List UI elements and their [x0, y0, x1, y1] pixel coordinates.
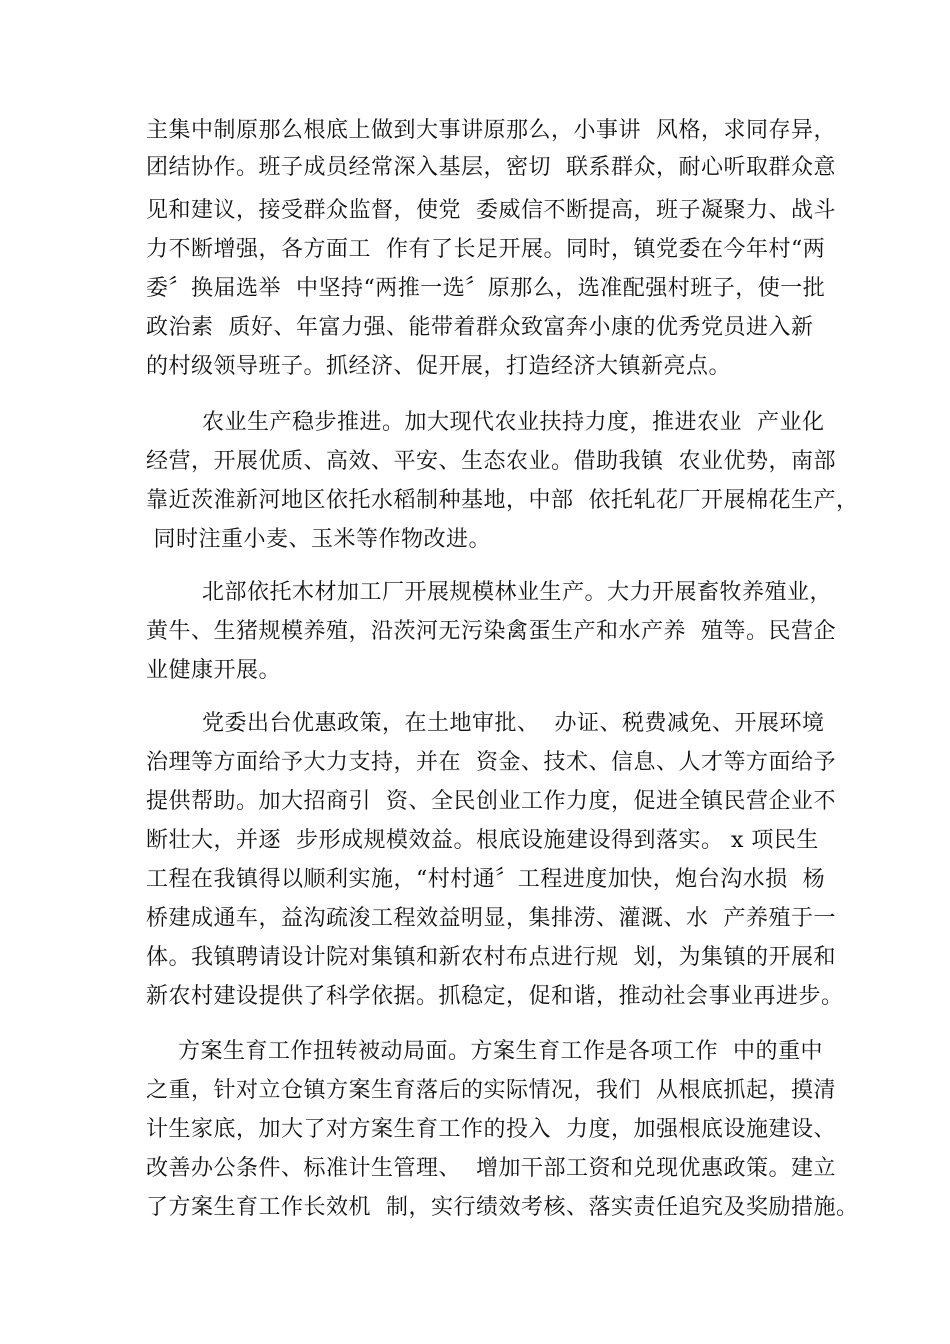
paragraph-5-line-3: 计生家底，加大了对方案生育工作的投入 力度，加强根底设施建设、: [146, 1117, 836, 1142]
paragraph-2-line-4: 同时注重小麦、玉米等作物改进。: [146, 527, 491, 552]
paragraph-4-line-2: 治理等方面给予大力支持，并在 资金、技术、信息、人才等方面给予: [146, 750, 836, 775]
paragraph-2-line-3: 靠近茨淮新河地区依托水稻制种基地，中部 依托轧花厂开展棉花生产，: [146, 488, 859, 513]
paragraph-3-line-2: 黄牛、生猪规模养殖，沿茨河无污染禽蛋生产和水产养 殖等。民营企: [146, 619, 836, 644]
paragraph-4-line-5: 工程在我镇得以顺利实施，“村村通〞工程进度加快，炮台沟水损 杨: [146, 867, 826, 892]
paragraph-1-line-4: 力不断增强，各方面工 作有了长足开展。同时，镇党委在今年村“两: [146, 237, 826, 262]
paragraph-1-line-2: 团结协作。班子成员经常深入基层，密切 联系群众，耐心听取群众意: [146, 155, 836, 180]
paragraph-5-line-4: 改善办公条件、标准计生管理、 增加干部工资和兑现优惠政策。建立: [146, 1156, 836, 1181]
paragraph-1-line-3: 见和建议，接受群众监督，使党 委威信不断提高，班子凝聚力、战斗: [146, 198, 836, 223]
paragraph-1-line-6: 政治素 质好、年富力强、能带着群众致富奔小康的优秀党员进入新: [146, 315, 814, 340]
paragraph-4-line-8: 新农村建设提供了科学依据。抓稳定，促和谐，推动社会事业再进步。: [146, 984, 844, 1009]
paragraph-2-line-2: 经营，开展优质、高效、平安、生态农业。借助我镇 农业优势，南部: [146, 449, 836, 474]
paragraph-1-line-5: 委〞换届选举 中坚持“两推一选〞原那么，选准配强村班子，使一批: [146, 276, 826, 301]
paragraph-5-line-5: 了方案生育工作长效机 制，实行绩效考核、落实责任追究及奖励措施。: [146, 1195, 859, 1220]
paragraph-4-line-1: 党委出台优惠政策，在土地审批、 办证、税费减免、开展环境: [202, 711, 825, 736]
paragraph-1-line-1: 主集中制原那么根底上做到大事讲原那么，小事讲 风格，求同存异，: [146, 118, 836, 143]
paragraph-3-line-3: 业健康开展。: [146, 658, 282, 683]
paragraph-4-line-7: 体。我镇聘请设计院对集镇和新农村布点进行规 划，为集镇的开展和: [146, 945, 836, 970]
paragraph-3-line-1: 北部依托木材加工厂开展规模林业生产。大力开展畜牧养殖业，: [202, 580, 833, 605]
paragraph-1-line-7: 的村级领导班子。抓经济、促开展，打造经济大镇新亮点。: [146, 354, 732, 379]
paragraph-2-line-1: 农业生产稳步推进。加大现代农业扶持力度，推进农业 产业化: [202, 410, 825, 435]
paragraph-4-line-3: 提供帮助。加大招商引 资、全民创业工作力度，促进全镇民营企业不: [146, 789, 836, 814]
paragraph-4-line-6: 桥建成通车，益沟疏浚工程效益明显，集排涝、灌溉、水 产养殖于一: [146, 906, 836, 931]
paragraph-5-line-1: 方案生育工作扭转被动局面。方案生育工作是各项工作 中的重中: [178, 1039, 823, 1064]
paragraph-4-line-4: 断壮大，并逐 步形成规模效益。根底设施建设得到落实。 x 项民生: [146, 828, 819, 853]
paragraph-5-line-2: 之重，针对立仓镇方案生育落后的实际情况，我们 从根底抓起，摸清: [146, 1078, 836, 1103]
